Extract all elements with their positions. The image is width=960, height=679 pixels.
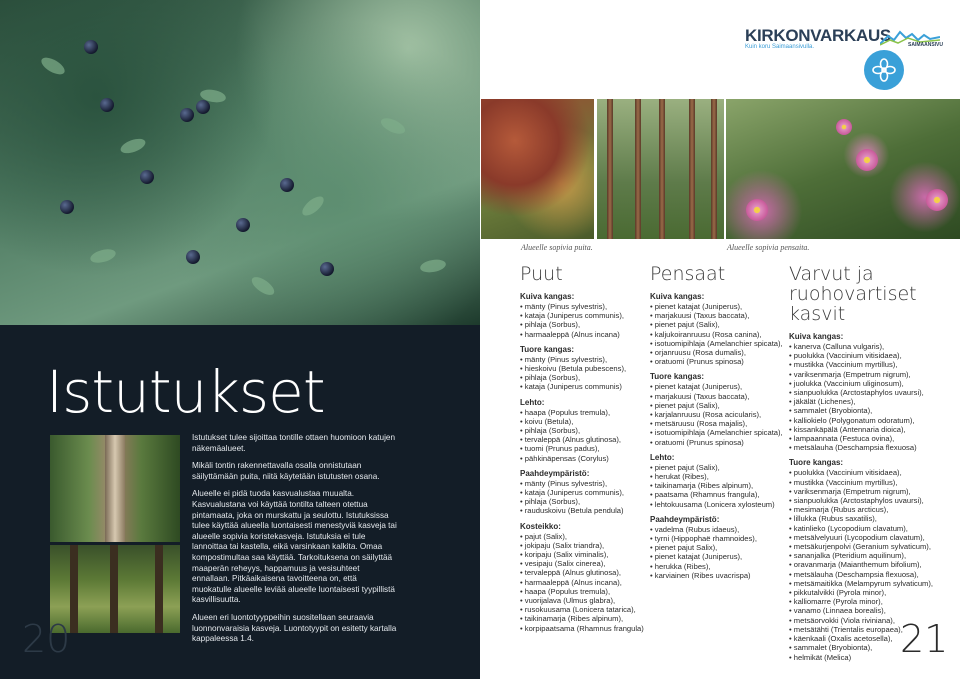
species-item: • pihlaja (Sorbus), (520, 497, 645, 506)
species-item: • oratuomi (Prunus spinosa) (650, 357, 785, 366)
species-item: • hieskoivu (Betula pubescens), (520, 364, 645, 373)
species-item: • sianpuolukka (Arctostaphylos uvaursi), (789, 388, 949, 397)
species-item: • kataja (Juniperus communis), (520, 488, 645, 497)
species-item: • vanamo (Linnaea borealis), (789, 606, 949, 615)
habitat-heading: Lehto: (650, 452, 675, 462)
species-item: • metsäruusu (Rosa majalis), (650, 419, 785, 428)
species-item: • haapa (Populus tremula), (520, 587, 645, 596)
species-item: • juolukka (Vaccinium uliginosum), (789, 379, 949, 388)
column-groundcover (789, 264, 949, 662)
species-item: • kataja (Juniperus communis), (520, 311, 645, 320)
species-list (789, 342, 949, 452)
paragraph: Istutukset tulee sijoittaa tontille ottaen huomioon katujen näkemäalueet. (192, 433, 395, 453)
species-item: • taikinamarja (Ribes alpinum), (520, 614, 645, 623)
species-item: • mänty (Pinus sylvestris), (520, 302, 645, 311)
species-item: • karviainen (Ribes uvacrispa) (650, 571, 785, 580)
species-item: • orjanruusu (Rosa dumalis), (650, 348, 785, 357)
species-list (650, 302, 785, 366)
species-item: • vesipaju (Salix cinerea), (520, 559, 645, 568)
habitat-heading: Lehto: (520, 397, 545, 407)
species-item: • pihlaja (Sorbus), (520, 320, 645, 329)
species-item: • korpipaatsama (Rhamnus frangula) (520, 624, 645, 633)
species-item: • lehtokuusama (Lonicera xylosteum) (650, 500, 785, 509)
species-item: • karjalanruusu (Rosa acicularis), (650, 410, 785, 419)
species-item: • isotuomipihlaja (Amelanchier spicata), (650, 339, 785, 348)
species-item: • metsälauha (Deschampsia flexuosa) (789, 443, 949, 452)
habitat-heading: Kuiva kangas: (789, 332, 844, 341)
habitat-heading: Kuiva kangas: (520, 292, 575, 301)
species-list (520, 532, 645, 633)
species-list (520, 355, 645, 392)
habitat-heading: Kuiva kangas: (650, 292, 705, 301)
species-item: • metsämaitikka (Melampyrum sylvaticum), (789, 579, 949, 588)
species-item: • lillukka (Rubus saxatilis), (789, 514, 949, 523)
wild-rose-photo (726, 99, 960, 239)
species-item: • isotuomipihlaja (Amelanchier spicata), (650, 428, 785, 437)
species-list (650, 463, 785, 509)
species-item: • vuorijalava (Ulmus glabra), (520, 596, 645, 605)
species-item: • kanerva (Calluna vulgaris), (789, 342, 949, 351)
column-title: Puut (520, 263, 563, 285)
species-item: • kissankäpälä (Antennaria dioica), (789, 425, 949, 434)
blueberry-photo (0, 0, 480, 325)
species-item: • pienet pajut (Salix), (650, 401, 785, 410)
birch-tree-photo (50, 435, 180, 542)
column-shrubs (650, 264, 785, 580)
species-list (650, 525, 785, 580)
habitat-heading: Tuore kangas: (650, 372, 705, 382)
page-number-right: 21 (900, 617, 949, 661)
species-item: • pienet pajut (Salix), (650, 463, 785, 472)
logo-tagline: Kuin koru Saimaansivulla. (745, 44, 815, 50)
species-item: • koivu (Betula), (520, 417, 645, 426)
species-item: • puolukka (Vaccinium vitisidaea), (789, 468, 949, 477)
species-item: • lampaannata (Festuca ovina), (789, 434, 949, 443)
species-item: • käenkaali (Oxalis acetosella), (789, 634, 949, 643)
species-item: • kataja (Juniperus communis) (520, 382, 645, 391)
habitat-heading: Kosteikko: (520, 521, 561, 531)
species-item: • kalliokielo (Polygonatum odoratum), (789, 416, 949, 425)
species-list (650, 382, 785, 446)
species-list (520, 408, 645, 463)
species-item: • katinlieko (Lycopodium clavatum), (789, 524, 949, 533)
species-item: • paatsama (Rhamnus frangula), (650, 490, 785, 499)
species-item: • pienet katajat (Juniperus), (650, 552, 785, 561)
habitat-heading: Tuore kangas: (520, 344, 575, 354)
species-item: • variksenmarja (Empetrum nigrum), (789, 370, 949, 379)
species-item: • kalliomarre (Pyrola minor), (789, 597, 949, 606)
species-list (520, 302, 645, 339)
species-item: • metsäorvokki (Viola riviniana), (789, 616, 949, 625)
species-item: • sianpuolukka (Arctostaphylos uvaursi), (789, 496, 949, 505)
species-item: • puolukka (Vaccinium vitisidaea), (789, 351, 949, 360)
species-item: • mänty (Pinus sylvestris), (520, 355, 645, 364)
species-item: • metsäkurjenpolvi (Geranium sylvaticum), (789, 542, 949, 551)
logo-small-text: SAIMAANSIVU (908, 42, 944, 48)
species-item: • pajut (Salix), (520, 532, 645, 541)
page-number-left: 20 (22, 617, 71, 661)
species-item: • tuomi (Prunus padus), (520, 444, 645, 453)
species-item: • pihlaja (Sorbus), (520, 426, 645, 435)
species-item: • mänty (Pinus sylvestris), (520, 479, 645, 488)
habitat-heading: Paahdeympäristö: (520, 468, 590, 478)
species-item: • tervaleppä (Alnus glutinosa), (520, 435, 645, 444)
species-item: • koripaju (Salix viminalis), (520, 550, 645, 559)
species-item: • helmikät (Melica) (789, 653, 949, 662)
species-item: • rusokuusama (Lonicera tatarica), (520, 605, 645, 614)
species-item: • marjakuusi (Taxus baccata), (650, 392, 785, 401)
caption-trees: Alueelle sopivia puita. (521, 243, 593, 252)
caption-shrubs: Alueelle sopivia pensaita. (727, 243, 810, 252)
species-item: • pihlaja (Sorbus), (520, 373, 645, 382)
column-trees (520, 264, 645, 633)
species-item: • kaljukoiranruusu (Rosa canina), (650, 330, 785, 339)
species-item: • jokipaju (Salix triandra), (520, 541, 645, 550)
species-item: • marjakuusi (Taxus baccata), (650, 311, 785, 320)
species-item: • metsälvelyuuri (Lycopodium clavatum), (789, 533, 949, 542)
page-title: Istutukset (46, 358, 325, 426)
species-item: • sananjalka (Pteridium aquilinum), (789, 551, 949, 560)
species-item: • tervaleppä (Alnus glutinosa), (520, 568, 645, 577)
species-item: • haapa (Populus tremula), (520, 408, 645, 417)
species-item: • rauduskoivu (Betula pendula) (520, 506, 645, 515)
flower-badge-icon (864, 50, 904, 90)
paragraph: Mikäli tontin rakennettavalla osalla onnistutaan säilyttämään puita, niitä käytetään istutusten osana. (192, 461, 380, 481)
species-item: • sammalet (Bryobionta), (789, 406, 949, 415)
species-item: • pienet pajut Salix), (650, 543, 785, 552)
species-item: • variksenmarja (Empetrum nigrum), (789, 487, 949, 496)
column-sections (650, 292, 785, 580)
species-item: • pienet pajut (Salix), (650, 320, 785, 329)
species-item: • oravanmarja (Maianthemum bifolium), (789, 560, 949, 569)
species-item: • harmaaleppä (Alnus incana) (520, 330, 645, 339)
species-item: • sammalet (Bryobionta), (789, 643, 949, 652)
paragraph: Alueelle ei pidä tuoda kasvualustaa muualta. Kasvualustana voi käyttää tontilta talteen otettua pintamaata, joka on murskattu ja seulottu. Istutuksissa tulee käyttää alueella luontaisesti menestyviä kasveja tai alueelle sopivia koristekasveja. Istutuksia ei tule lannoittaa tai kastella, eikä varsinkaan kalkita. Omaa kompostimultaa saa käyttää. Tarkoituksena on säilyttää maaperän reheyys, happamuus ja vesisuhteet ennallaan. Pitkäaikaisena tavoitteena on, että muokatulle alueelle leviää alueelle luontaisesti tyypillistä kasvillisuutta. (192, 489, 397, 605)
species-item: • pähkinäpensas (Corylus) (520, 454, 645, 463)
species-item: • pienet katajat (Juniperus), (650, 302, 785, 311)
species-item: • harmaaleppä (Alnus incana), (520, 578, 645, 587)
species-item: • mustikka (Vaccinium myrtillus), (789, 360, 949, 369)
logo-name: KIRKONVARKAUS (745, 26, 891, 45)
column-sections (520, 292, 645, 633)
species-item: • mustikka (Vaccinium myrtillus), (789, 478, 949, 487)
species-list (520, 479, 645, 516)
species-item: • herukka (Ribes), (650, 562, 785, 571)
species-item: • metsälauha (Deschampsia flexuosa), (789, 570, 949, 579)
species-item: • pienet katajat (Juniperus), (650, 382, 785, 391)
rowan-tree-photo (481, 99, 594, 239)
species-item: • oratuomi (Prunus spinosa) (650, 438, 785, 447)
column-title: Varvut ja ruohovartiset kasvit (789, 263, 917, 325)
paragraph: Alueen eri luontotyyppeihin suositellaan seuraavia luonnonvaraisia kasveja. Luontotyypit on esitetty kartalla kappaleessa 1.4. (192, 612, 397, 644)
habitat-heading: Tuore kangas: (789, 458, 844, 468)
species-item: • tyrni (Hippophaë rhamnoides), (650, 534, 785, 543)
species-item: • pikkutalvikki (Pyrola minor), (789, 588, 949, 597)
column-sections (789, 332, 949, 662)
intro-text (192, 433, 398, 652)
species-item: • jäkälät (Lichenes), (789, 397, 949, 406)
species-item: • metsätähti (Trientalis europaea), (789, 625, 949, 634)
species-item: • herukat (Ribes), (650, 472, 785, 481)
pine-forest-photo (597, 99, 724, 239)
species-item: • mesimarja (Rubus arcticus), (789, 505, 949, 514)
habitat-heading: Paahdeympäristö: (650, 514, 720, 524)
column-title: Pensaat (650, 263, 726, 285)
species-item: • taikinamarja (Ribes alpinum), (650, 481, 785, 490)
species-item: • vadelma (Rubus idaeus), (650, 525, 785, 534)
